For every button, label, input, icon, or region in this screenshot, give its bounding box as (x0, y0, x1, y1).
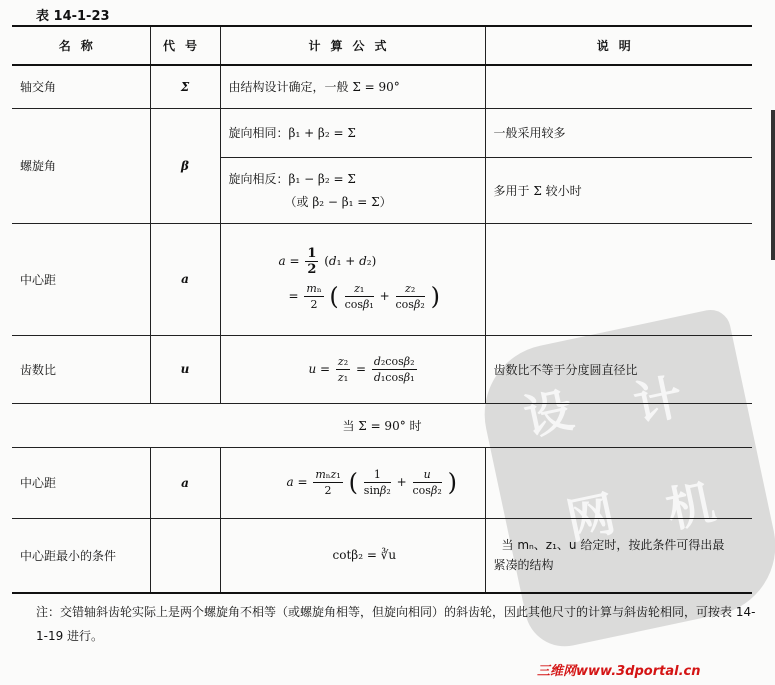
note-line: 紧凑的结构 (493, 558, 554, 573)
seal-watermark: 设 计 网 机 (472, 306, 775, 654)
row-symbol: a (150, 223, 220, 335)
row-name: 中心距 (12, 223, 150, 335)
footnote: 注：交错轴斜齿轮实际上是两个螺旋角不相等（或螺旋角相等，但旋向相同）的斜齿轮，因此其他尺寸的计算与斜齿轮相同，可按表 14-1-19 进行。 (36, 605, 756, 643)
row-name: 中心距最小的条件 (12, 518, 150, 593)
row-note (485, 65, 752, 108)
row-formula: cotβ₂ = ∛u (220, 518, 485, 593)
ratio-formula: u = $\frac{\text{z₂}}{\text{z₁}}$ = $\frac{\text{d₂cosβ₂}}{\text{d₁cosβ₁}}$ (220, 335, 485, 403)
row-note (485, 518, 752, 593)
table-row (12, 447, 752, 518)
center-distance-90-formula: a = mₙz₁ 2 ( $\frac{1}{\text{sinβ₂}}$ + $\frac{u}{\text{cosβ₂}}$ ) (220, 447, 485, 518)
table-row (12, 518, 752, 593)
row-name: 轴交角 (12, 65, 150, 108)
row-symbol: a (150, 447, 220, 518)
table-header-row (12, 26, 752, 65)
site-watermark: 三维网www.3dportal.cn (537, 664, 701, 679)
row-note (485, 447, 752, 518)
header-name: 名称 (12, 26, 150, 65)
row-symbol (150, 518, 220, 593)
table-row (12, 223, 752, 335)
table-section-row (12, 403, 752, 447)
row-note: 一般采用较多 (485, 108, 752, 157)
page-edge-mark (771, 110, 775, 260)
row-formula: 旋向相同：β₁ + β₂ = Σ (220, 108, 485, 157)
gear-table (12, 25, 752, 594)
table-row (12, 108, 752, 157)
row-name: 齿数比 (12, 335, 150, 403)
header-note: 说明 (485, 26, 752, 65)
table-row (12, 335, 752, 403)
row-symbol: β (150, 108, 220, 223)
table-row (12, 65, 752, 108)
note-line: 当 mₙ、z₁、u 给定时，按此条件可得出最 (501, 538, 725, 553)
center-distance-formula: a = $\frac{1}{2}$ (d₁ + d₂) = $\frac{\text{mₙ}}{2}$ ( $\frac{\text{z₁}}{\text{cosβ₁}}$ + $\frac{\text{z₂}}{\text{cosβ₂}}$ ) (220, 223, 485, 335)
section-label: 当 Σ = 90° 时 (12, 403, 752, 447)
table-number: 表 14-1-23 (36, 9, 110, 24)
row-symbol: u (150, 335, 220, 403)
header-symbol: 代号 (150, 26, 220, 65)
row-symbol: Σ (150, 65, 220, 108)
row-note: 多用于 Σ 较小时 (485, 157, 752, 223)
row-name: 螺旋角 (12, 108, 150, 223)
formula-line: （或 β₂ − β₁ = Σ） (284, 195, 392, 209)
row-note (485, 223, 752, 335)
row-note: 齿数比不等于分度圆直径比 (485, 335, 752, 403)
header-formula: 计算公式 (220, 26, 485, 65)
formula-line: 旋向相反：β₁ − β₂ = Σ (228, 172, 356, 186)
row-formula: 由结构设计确定，一般 Σ = 90° (220, 65, 485, 108)
row-formula (220, 157, 485, 223)
row-name: 中心距 (12, 447, 150, 518)
